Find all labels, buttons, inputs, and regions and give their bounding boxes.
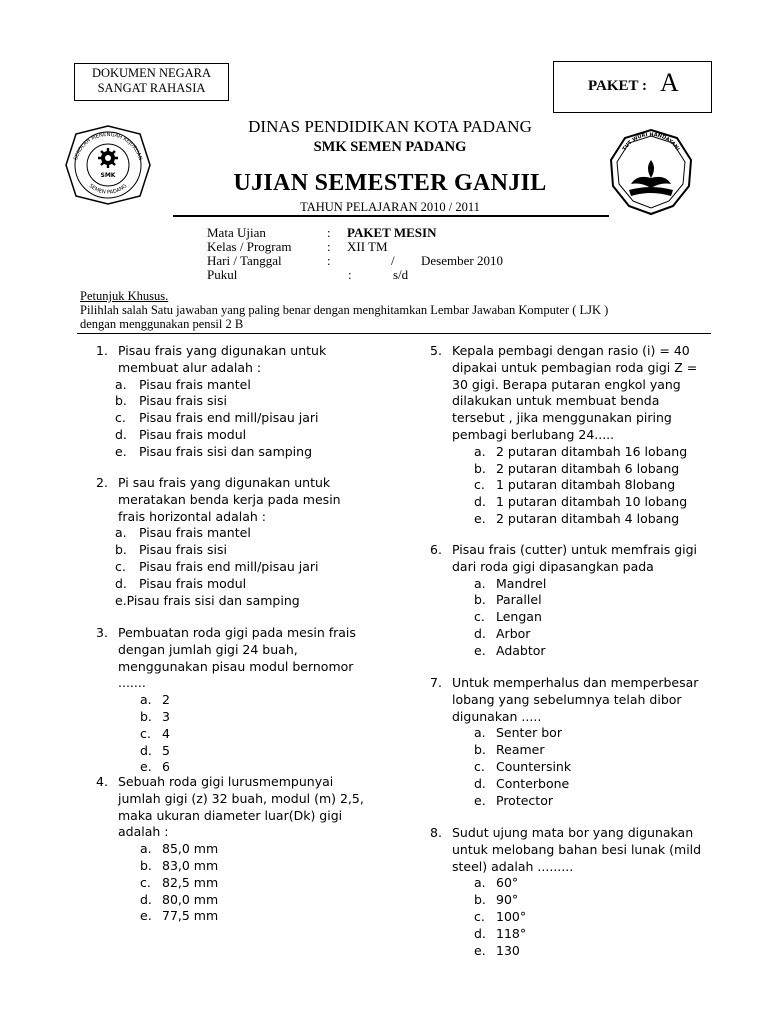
option-text: 2 (162, 692, 170, 708)
option-letter: b. (474, 460, 486, 476)
question-stem-line: lobang yang sebelumnya telah dibor (452, 691, 682, 707)
question-stem-line: dengan jumlah gigi 24 buah, (118, 641, 298, 657)
option-text: Pisau frais sisi (139, 542, 227, 558)
question-stem-line: steel) adalah ......... (452, 858, 574, 874)
option-letter: d. (474, 775, 486, 791)
option-letter: c. (140, 725, 151, 741)
question-stem-line: Sebuah roda gigi lurusmempunyai (118, 774, 334, 789)
option-letter: b. (474, 592, 486, 608)
tut-wuri-handayani-logo (605, 126, 697, 218)
question-stem-line: dari roda gigi dipasangkan pada (452, 558, 654, 574)
motto-text: TUT WURI HANDAYANI (621, 131, 681, 153)
option-letter: e. (140, 759, 152, 775)
option-letter: b. (474, 742, 486, 758)
option-letter: e. (474, 511, 486, 526)
info-colon: : (327, 225, 331, 240)
option-text: Pisau frais sisi (139, 393, 227, 409)
option-text: Mandrel (496, 575, 547, 591)
question-stem-line: jumlah gigi (z) 32 buah, modul (m) 2,5, (118, 790, 364, 806)
academic-year: TAHUN PELAJARAN 2010 / 2011 (300, 200, 480, 214)
option-text: 6 (162, 759, 170, 775)
classification-box (74, 63, 229, 101)
question-stem-line: Untuk memperhalus dan memperbesar (452, 675, 699, 690)
question-number: 8. (430, 825, 442, 840)
option-letter: e. (140, 908, 152, 924)
question-stem-line: Sudut ujung mata bor yang digunakan (452, 825, 694, 840)
question-stem-line: membuat alur adalah : (118, 359, 262, 375)
option-text: 82,5 mm (162, 874, 219, 890)
option-letter: c. (474, 909, 485, 924)
paket-box (553, 61, 712, 113)
info-value: PAKET MESIN (347, 225, 437, 240)
option-letter: b. (140, 709, 152, 724)
option-letter: a. (140, 692, 152, 708)
question-number: 7. (430, 675, 442, 690)
question-stem-line: maka ukuran diameter luar(Dk) gigi (118, 807, 343, 823)
option-letter: a. (474, 875, 486, 891)
option-text: Adabtor (496, 642, 546, 658)
option-text: Pisau frais end mill/pisau jari (139, 559, 319, 574)
option-letter: a. (474, 443, 486, 459)
option-letter: e. (474, 792, 486, 808)
option-letter: d. (140, 891, 152, 907)
info-value: XII TM (347, 239, 388, 254)
info-colon: : (327, 239, 331, 254)
question-stem-line: dilakukan untuk membuat benda (452, 393, 660, 409)
question-stem-line: 30 gigi. Berapa putaran engkol yang (452, 376, 681, 392)
option-letter: c. (140, 874, 151, 890)
option-letter: a. (474, 575, 486, 591)
option-text: 130 (496, 942, 520, 958)
option-letter: a. (115, 525, 127, 541)
seal-bottom-text: SEMEN PADANG (87, 183, 129, 196)
option-text: Reamer (496, 742, 545, 758)
option-letter: a. (140, 841, 152, 857)
option-letter: d. (474, 925, 486, 941)
option-letter: c. (474, 609, 485, 625)
option-text: Pisau frais end mill/pisau jari (139, 410, 319, 426)
option-text: 77,5 mm (162, 908, 219, 924)
option-text: Pisau frais mantel (139, 376, 251, 392)
option-text: 85,0 mm (162, 841, 219, 857)
section-divider (77, 333, 711, 334)
question-number: 4. (96, 774, 108, 789)
info-colon: : (327, 253, 331, 268)
question-number: 3. (96, 625, 108, 640)
instructions-line-1: Pilihlah salah Satu jawaban yang paling benar dengan menghitamkan Lembar Jawaban Komputer ( LJK ) (80, 303, 609, 317)
info-value: s/d (393, 267, 409, 282)
option-text: Pisau frais sisi dan samping (139, 443, 313, 459)
option-text: 4 (162, 725, 170, 741)
question-stem-line: meratakan benda kerja pada mesin (118, 491, 341, 507)
option-letter: d. (115, 575, 127, 591)
question-number: 2. (96, 475, 108, 490)
question-stem-line: menggunakan pisau modul bernomor (118, 658, 354, 674)
option-text: Senter bor (496, 725, 562, 741)
option-text: Parallel (496, 592, 542, 608)
question-number: 1. (96, 343, 108, 358)
instructions-line-2: dengan menggunakan pensil 2 B (80, 317, 244, 331)
school-name: SMK SEMEN PADANG (313, 139, 467, 155)
info-label: Pukul (207, 267, 238, 282)
option-text: 2 putaran ditambah 4 lobang (496, 511, 680, 526)
option-text: Countersink (496, 759, 572, 774)
question-stem-line: Kepala pembagi dengan rasio (i) = 40 (452, 343, 690, 358)
option-text: 83,0 mm (162, 858, 219, 873)
question-stem-line: ....... (118, 675, 146, 691)
option-text: 5 (162, 742, 170, 758)
exam-title: UJIAN SEMESTER GANJIL (233, 170, 547, 196)
option-text: 80,0 mm (162, 891, 219, 907)
option-letter: e. (115, 443, 127, 459)
option-letter: c. (474, 759, 485, 774)
option-letter: d. (140, 742, 152, 758)
question-stem-line: Pi sau frais yang digunakan untuk (118, 475, 331, 490)
option-text: Pisau frais modul (139, 575, 247, 591)
seal-top-text: SEKOLAH MENENGAH KEJURUAN (73, 131, 143, 161)
option-text: 2 putaran ditambah 6 lobang (496, 460, 680, 476)
option-letter: d. (474, 494, 486, 510)
option-letter: d. (474, 626, 486, 641)
question-stem-line: tersebut , jika menggunakan piring (452, 410, 672, 426)
option-text: e.Pisau frais sisi dan samping (115, 592, 300, 608)
classification-line-2: SANGAT RAHASIA (97, 81, 206, 95)
option-text: 3 (162, 709, 170, 724)
option-letter: b. (140, 858, 152, 873)
option-text: 1 putaran ditambah 10 lobang (496, 494, 688, 510)
option-text: 118° (496, 925, 527, 941)
question-number: 5. (430, 343, 442, 358)
option-text: 90° (496, 892, 519, 908)
option-letter: b. (115, 542, 127, 558)
paket-label: PAKET : (588, 78, 648, 94)
info-value-slash: / (391, 253, 395, 268)
instructions (80, 289, 700, 331)
option-text: Lengan (496, 609, 542, 625)
question-number: 6. (430, 542, 442, 557)
header-divider (173, 215, 609, 217)
info-value-month: Desember 2010 (421, 253, 503, 268)
school-seal-logo (62, 122, 154, 208)
question-stem-line: Pembuatan roda gigi pada mesin frais (118, 625, 356, 640)
info-label: Mata Ujian (207, 225, 266, 240)
option-letter: e. (474, 942, 486, 958)
option-text: Protector (496, 792, 553, 808)
question-stem-line: Pisau frais (cutter) untuk memfrais gigi (452, 542, 698, 557)
question-stem-line: frais horizontal adalah : (118, 508, 266, 524)
option-letter: b. (474, 892, 486, 908)
seal-center-text: SMK (100, 172, 116, 179)
option-text: Pisau frais modul (139, 427, 247, 442)
option-text: 100° (496, 909, 527, 924)
question-stem-line: untuk melobang bahan besi lunak (mild (452, 841, 702, 857)
option-letter: c. (115, 410, 126, 426)
option-text: Arbor (496, 626, 531, 641)
question-stem-line: Pisau frais yang digunakan untuk (118, 343, 327, 358)
option-text: 2 putaran ditambah 16 lobang (496, 443, 688, 459)
agency-title: DINAS PENDIDIKAN KOTA PADANG (248, 117, 532, 136)
option-letter: b. (115, 393, 127, 409)
option-text: 60° (496, 875, 519, 891)
question-stem-line: adalah : (118, 824, 169, 840)
paket-value: A (660, 68, 679, 97)
classification-line-1: DOKUMEN NEGARA (91, 66, 212, 80)
option-letter: a. (474, 725, 486, 741)
question-stem-line: pembagi berlubang 24..... (452, 427, 615, 442)
option-letter: c. (474, 477, 485, 493)
option-text: Pisau frais mantel (139, 525, 251, 541)
info-colon: : (348, 267, 352, 282)
question-stem-line: dipakai untuk pembagian roda gigi Z = (452, 359, 698, 375)
option-text: Conterbone (496, 775, 570, 791)
option-letter: d. (115, 427, 127, 442)
info-label: Hari / Tanggal (207, 253, 282, 268)
option-letter: c. (115, 559, 126, 574)
question-stem-line: digunakan ..... (452, 708, 542, 724)
info-label: Kelas / Program (207, 239, 292, 254)
option-text: 1 putaran ditambah 8lobang (496, 477, 676, 493)
option-letter: e. (474, 642, 486, 658)
option-letter: a. (115, 376, 127, 392)
instructions-title: Petunjuk Khusus. (80, 289, 169, 303)
